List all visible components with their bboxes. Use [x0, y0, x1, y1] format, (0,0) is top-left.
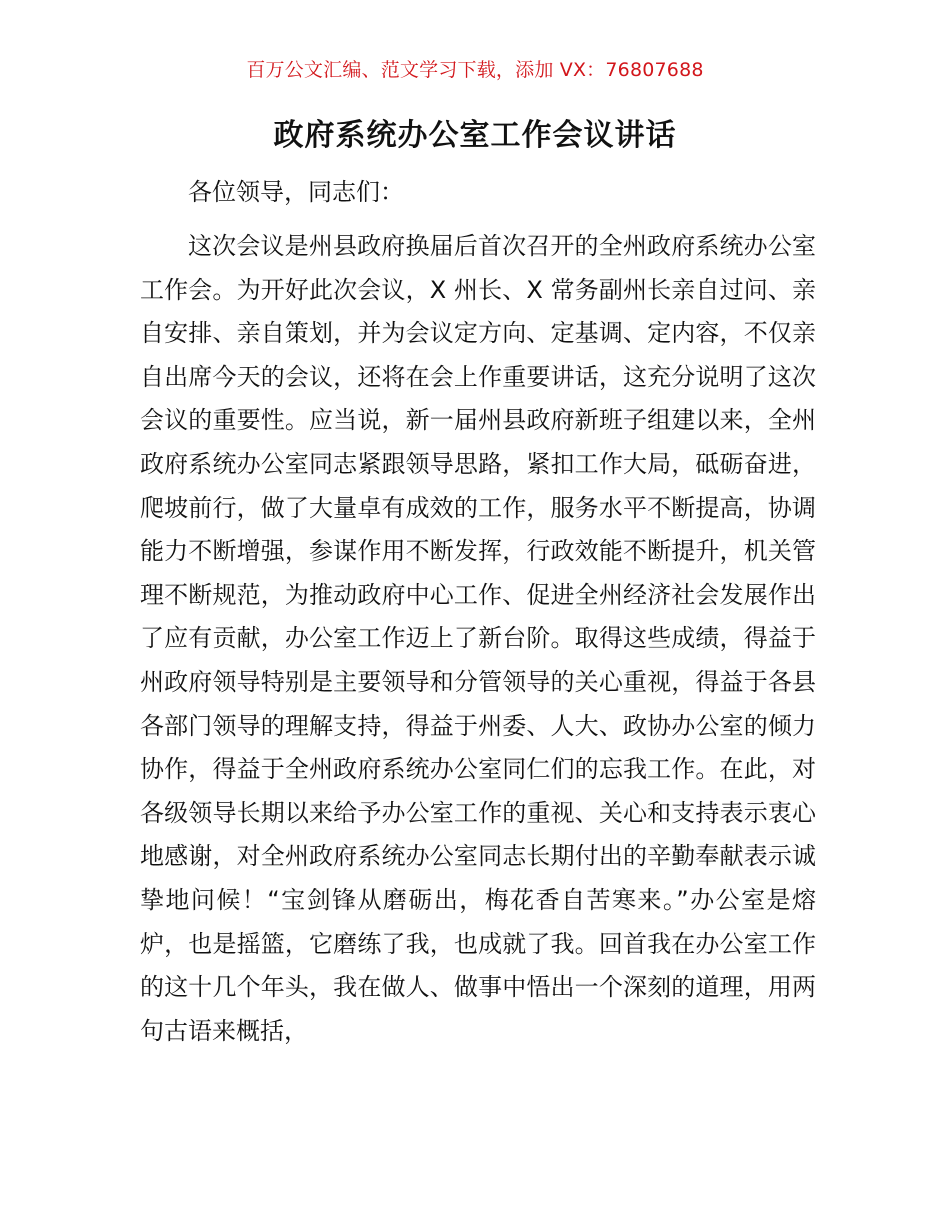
salutation: 各位领导，同志们：	[188, 178, 404, 206]
document-title: 政府系统办公室工作会议讲话	[273, 118, 677, 153]
watermark-banner: 百万公文汇编、范文学习下载，添加 VX：76807688	[246, 59, 704, 81]
body-paragraph: 这次会议是州县政府换届后首次召开的全州政府系统办公室工作会。为开好此次会议，X 州长、X 常务副州长亲自过问、亲自安排、亲自策划，并为会议定方向、定基调、定内容，不仅亲自出席今天的会议，还将在会上作重要讲话，这充分说明了这次会议的重要性。应当说，新一届州县政府新班子组建以来，全州政府系统办公室同志紧跟领导思路，紧扣工作大局，砥砺奋进，爬坡前行，做了大量卓有成效的工作，服务水平不断提高，协调能力不断增强，参谋作用不断发挥，行政效能不断提升，机关管理不断规范，为推动政府中心工作、促进全州经济社会发展作出了应有贡献，办公室工作迈上了新台阶。取得这些成绩，得益于州政府领导特别是主要领导和分管领导的关心重视，得益于各县各部门领导的理解支持，得益于州委、人大、政协办公室的倾力协作，得益于全州政府系统办公室同仁们的忘我工作。在此，对各级领导长期以来给予办公室工作的重视、关心和支持表示衷心地感谢，对全州政府系统办公室同志长期付出的辛勤奉献表示诚挚地问候！“宝剑锋从磨砺出，梅花香自苦寒来。”办公室是熔炉，也是摇篮，它磨练了我，也成就了我。回首我在办公室工作的这十几个年头，我在做人、做事中悟出一个深刻的道理，用两句古语来概括，	[140, 232, 816, 1045]
